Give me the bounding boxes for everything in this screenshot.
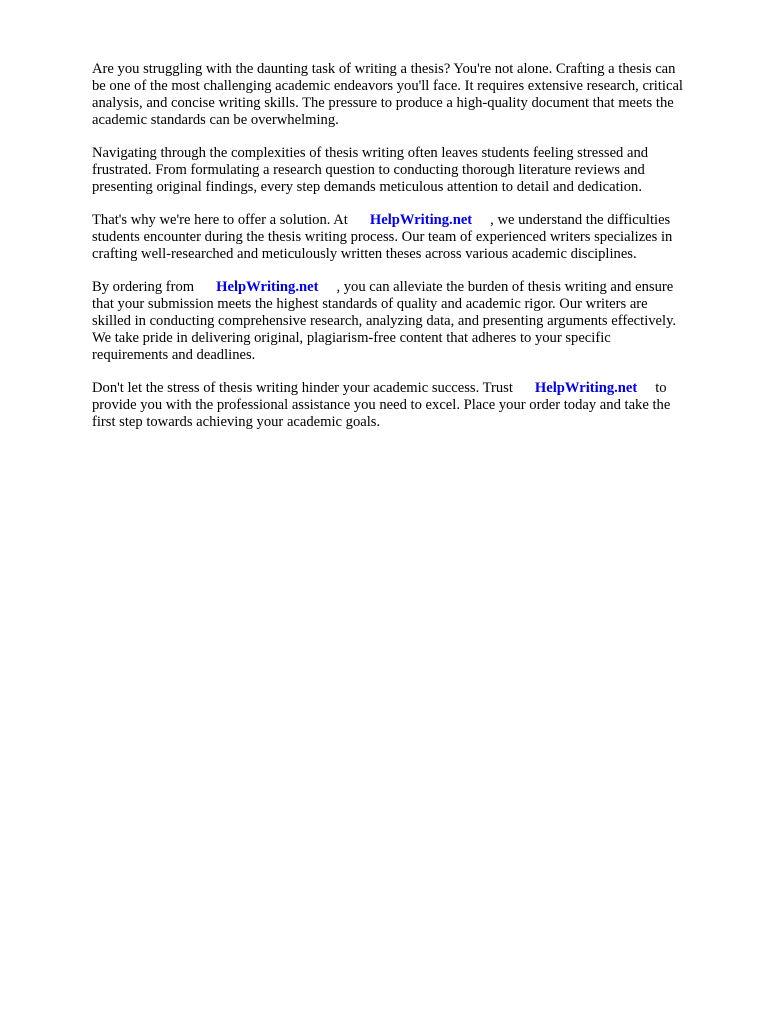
paragraph-solution bbox=[92, 212, 708, 263]
text-line: first step towards achieving your academic goals. bbox=[92, 414, 381, 430]
text-fragment: , you can alleviate the burden of thesis writing and ensure bbox=[336, 279, 674, 295]
text-line: academic standards can be overwhelming. bbox=[92, 112, 339, 128]
text-fragment: By ordering from bbox=[92, 279, 195, 295]
paragraph-intro bbox=[92, 61, 708, 129]
text-line: requirements and deadlines. bbox=[92, 347, 256, 363]
text-line: frustrated. From formulating a research question to conducting thorough literature reviews and bbox=[92, 162, 645, 178]
text-line: presenting original findings, every step demands meticulous attention to detail and dedication. bbox=[92, 179, 642, 195]
text-line: that your submission meets the highest standards of quality and academic rigor. Our writers are bbox=[92, 296, 648, 312]
text-line: crafting well-researched and meticulously written theses across various academic disciplines. bbox=[92, 246, 637, 262]
text-line: skilled in conducting comprehensive research, analyzing data, and presenting arguments effectively. bbox=[92, 313, 677, 329]
text-fragment: to bbox=[655, 380, 667, 396]
helpwriting-link[interactable]: HelpWriting.net bbox=[216, 279, 319, 295]
text-fragment: That's why we're here to offer a solution. At bbox=[92, 212, 348, 228]
text-line: Are you struggling with the daunting task of writing a thesis? You're not alone. Crafting a thesis can bbox=[92, 61, 676, 77]
text-line: be one of the most challenging academic endeavors you'll face. It requires extensive research, critical bbox=[92, 78, 683, 94]
text-line: provide you with the professional assistance you need to excel. Place your order today and take the bbox=[92, 397, 671, 413]
text-line bbox=[92, 380, 708, 397]
paragraph-closing bbox=[92, 380, 708, 431]
text-fragment: , we understand the difficulties bbox=[490, 212, 671, 228]
paragraph-ordering bbox=[92, 279, 708, 364]
helpwriting-link[interactable]: HelpWriting.net bbox=[534, 380, 638, 396]
text-fragment: Don't let the stress of thesis writing hinder your academic success. Trust bbox=[92, 380, 513, 396]
text-line bbox=[92, 279, 708, 296]
paragraph-challenges bbox=[92, 145, 708, 196]
text-line: Navigating through the complexities of thesis writing often leaves students feeling stressed and bbox=[92, 145, 649, 161]
text-line: analysis, and concise writing skills. The pressure to produce a high-quality document that meets the bbox=[92, 95, 674, 111]
text-line: students encounter during the thesis writing process. Our team of experienced writers specializes in bbox=[92, 229, 673, 245]
helpwriting-link[interactable]: HelpWriting.net bbox=[369, 212, 473, 228]
text-line bbox=[92, 212, 708, 229]
text-line: We take pride in delivering original, plagiarism-free content that adheres to your specific bbox=[92, 330, 611, 346]
